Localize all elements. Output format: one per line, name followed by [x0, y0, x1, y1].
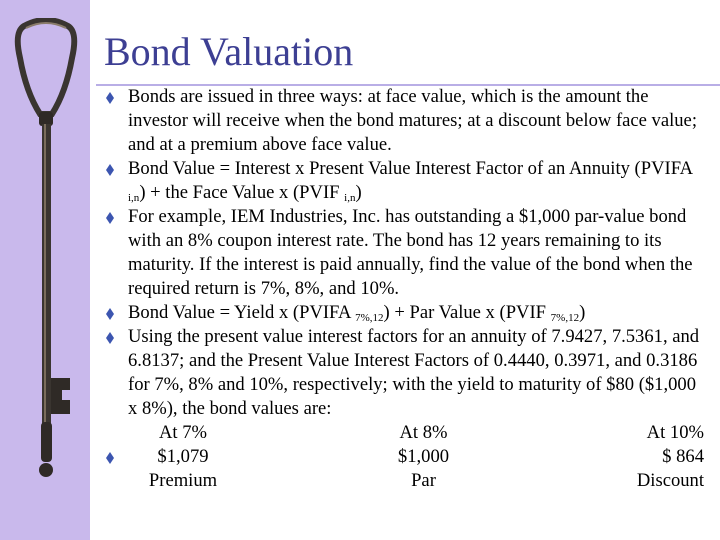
label-7pct: Premium [148, 470, 218, 491]
bullet-item [104, 301, 704, 325]
bullet-text: For example, IEM Industries, Inc. has outstanding a $1,000 par-value bond with an 8% coupon interest rate. The bond has 12 years remaining to its maturity. If the interest is paid annually, find the value of the bond when the required return is 7%, 8%, and 10%. [128, 206, 693, 299]
bullet-text: Bond Value = Yield x (PVIFA $_{7\%,12}$) + Par Value x (PVIF $_{7\%,12}$) [128, 302, 586, 324]
bullet-text: Bonds are issued in three ways: at face value, which is the amount the investor will receive when the bond matures; at a discount below face value; and at a premium above face value. [128, 86, 697, 155]
bullet-item [104, 445, 704, 469]
header-7pct: At 7% [158, 422, 208, 443]
results-values [128, 445, 704, 469]
bullet-item [104, 157, 704, 205]
bullet-text: Using the present value interest factors for an annuity of 7.9427, 7.5361, and 6.8137; and the Present Value Interest Factors of 0.4440, 0.3971, and 0.3186 for 7%, 8% and 10%, respectively; with the yield to maturity of $80 ($1,000 x 8%), the bond values are: [128, 326, 700, 419]
header-10pct: At 10% [646, 422, 704, 443]
slide-title: Bond Valuation [104, 29, 354, 74]
antique-key-image [6, 18, 86, 488]
bullet-item [104, 205, 704, 301]
bullet-list [104, 85, 704, 493]
bullet-text: Bond Value = Interest x Present Value Interest Factor of an Annuity (PVIFA $_{i,n}$) + the Face Value x (PVIF $_{i,n}$) [128, 158, 693, 204]
label-8pct: Par [411, 470, 436, 491]
label-10pct: Discount [636, 470, 704, 491]
bullet-item [104, 325, 704, 421]
value-10pct: $ 864 [662, 446, 704, 467]
results-headers [104, 421, 704, 445]
bullet-item [104, 85, 704, 157]
value-8pct: $1,000 [397, 446, 450, 467]
value-7pct: $1,079 [157, 446, 209, 467]
header-8pct: At 8% [399, 422, 448, 443]
results-labels [104, 469, 704, 493]
